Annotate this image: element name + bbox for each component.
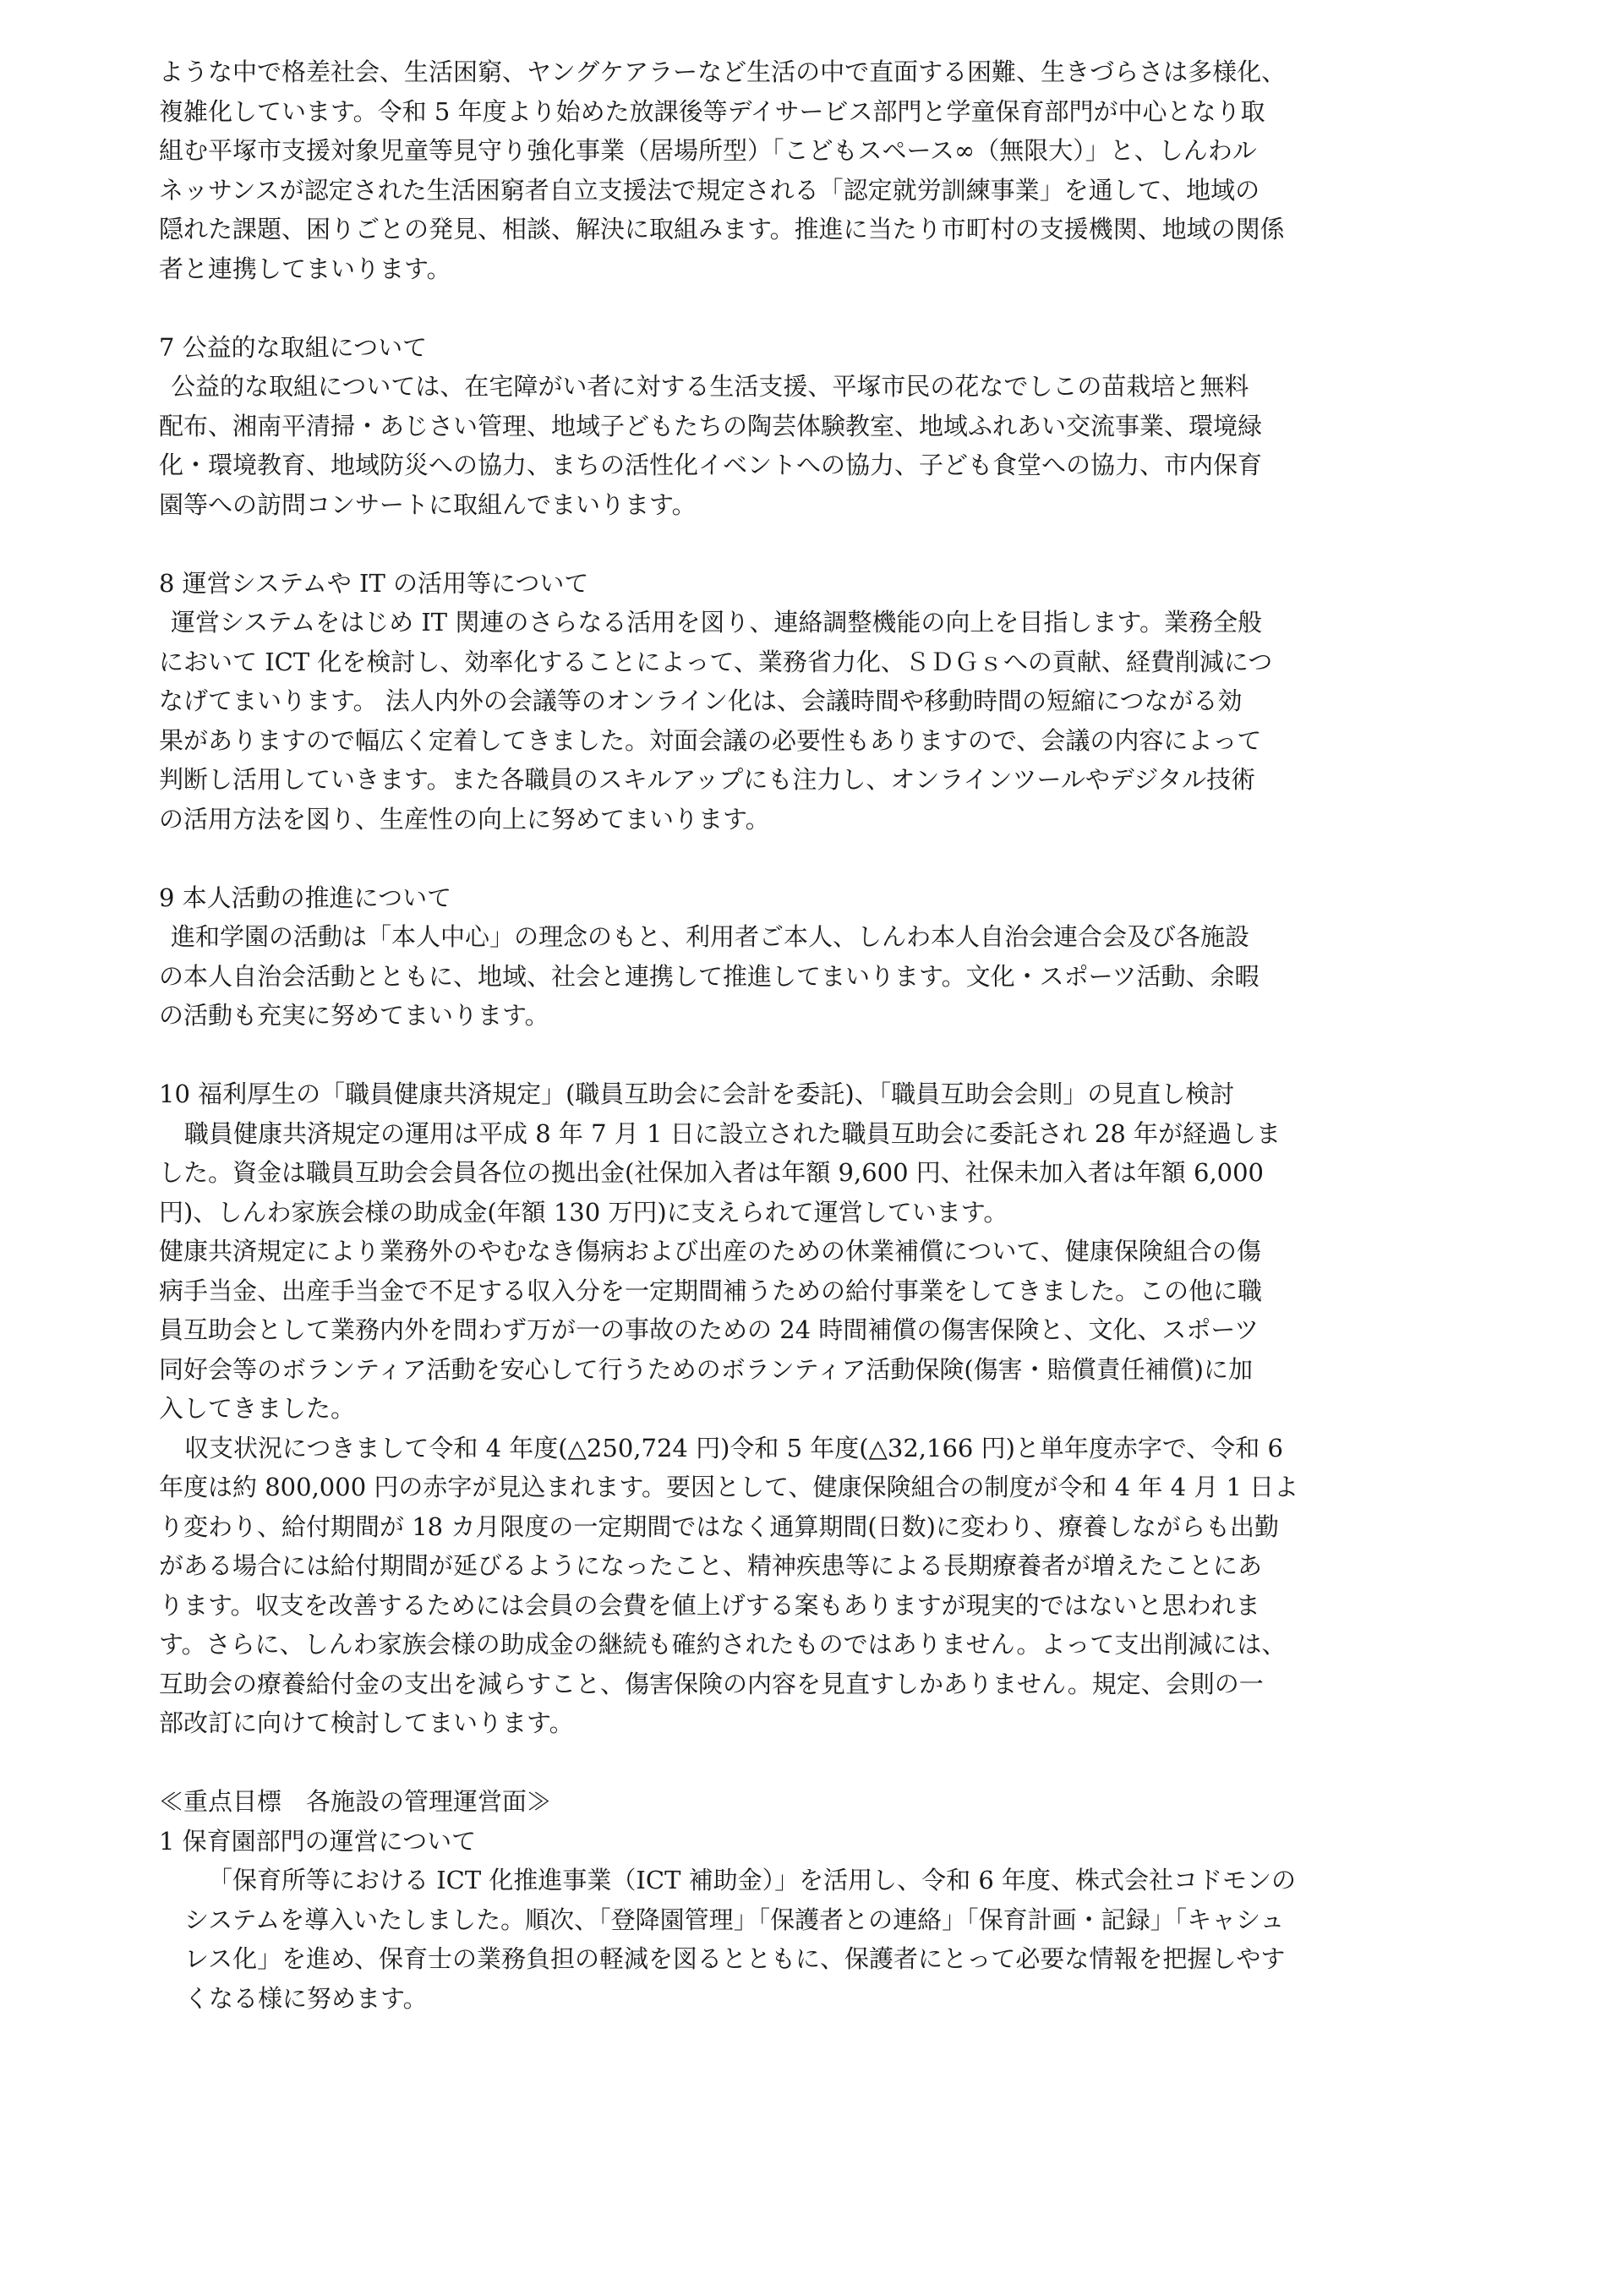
text-line: 判断し活用していきます。また各職員のスキルアップにも注力し、オンラインツールやデジタル技術: [159, 765, 1256, 794]
text-line: において ICT 化を検討し、効率化することによって、業務省力化、ＳＤＧｓへの貢献、経費削減につ: [159, 647, 1273, 676]
section-focus-goals: [159, 1782, 1478, 2018]
text-line: り変わり、給付期間が 18 カ月限度の一定期間ではなく通算期間(日数)に変わり、療養しながらも出勤: [159, 1512, 1279, 1541]
text-line: 者と連携してまいります。: [159, 254, 451, 283]
section-8: [159, 564, 1478, 839]
paragraph-intro: [159, 52, 1478, 288]
document-body: [159, 52, 1478, 2018]
text-line: 配布、湘南平清掃・あじさい管理、地域子どもたちの陶芸体験教室、地域ふれあい交流事業、環境緑: [159, 411, 1263, 440]
text-line: の活動も充実に努めてまいります。: [159, 1001, 549, 1030]
blank-line: [159, 1743, 1478, 1783]
text-line: 運営システムをはじめ IT 関連のさらなる活用を図り、連絡調整機能の向上を目指します。業務全般: [171, 608, 1263, 637]
text-line: 入してきました。: [159, 1394, 356, 1423]
text-line: 収支状況につきまして令和 4 年度(△250,724 円)令和 5 年度(△32,166 円)と単年度赤字で、令和 6: [184, 1433, 1283, 1462]
text-line: した。資金は職員互助会会員各位の拠出金(社保加入者は年額 9,600 円、社保未加入者は年額 6,000: [159, 1158, 1265, 1187]
text-line: 化・環境教育、地域防災への協力、まちの活性化イベントへの協力、子ども食堂への協力、市内保育: [159, 451, 1263, 479]
text-line: なげてまいります。 法人内外の会議等のオンライン化は、会議時間や移動時間の短縮につながる効: [159, 686, 1243, 715]
text-line: 円)、しんわ家族会様の助成金(年額 130 万円)に支えられて運営しています。: [159, 1197, 1008, 1227]
text-line: 病手当金、出産手当金で不足する収入分を一定期間補うための給付事業をしてきました。この他に職: [159, 1276, 1263, 1305]
text-line: くなる様に努めます。: [184, 1983, 428, 2013]
blank-line: [159, 288, 1478, 328]
text-line: 員互助会として業務内外を問わず万が一の事故のための 24 時間補償の傷害保険と、文化、スポーツ: [159, 1315, 1260, 1344]
section-heading: 9 本人活動の推進について: [159, 883, 452, 912]
text-line: の活用方法を図り、生産性の向上に努めてまいります。: [159, 804, 770, 834]
text-line: 園等への訪問コンサートに取組んでまいります。: [159, 489, 697, 519]
text-line: 隠れた課題、困りごとの発見、相談、解決に取組みます。推進に当たり市町村の支援機関、地域の関係: [159, 215, 1285, 243]
blank-line: [159, 839, 1478, 878]
text-line: レス化」を進め、保育士の業務負担の軽減を図るとともに、保護者にとって必要な情報を把握しやす: [184, 1944, 1286, 1973]
text-line: 果がありますので幅広く定着してきました。対面会議の必要性もありますので、会議の内容によって: [159, 725, 1262, 755]
text-line: システムを導入いたしました。順次、「登降園管理」「保護者との連絡」「保育計画・記録」「キャシュ: [184, 1905, 1285, 1934]
section-heading: 8 運営システムや IT の活用等について: [159, 568, 589, 598]
section-10: [159, 1074, 1478, 1743]
text-line: 同好会等のボランティア活動を安心して行うためのボランティア活動保険(傷害・賠償責任補償)に加: [159, 1354, 1253, 1384]
text-line: ネッサンスが認定された生活困窮者自立支援法で規定される「認定就労訓練事業」を通して、地域の: [159, 175, 1260, 205]
text-line: す。さらに、しんわ家族会様の助成金の継続も確約されたものではありません。よって支出削減には、: [159, 1630, 1287, 1659]
text-line: 健康共済規定により業務外のやむなき傷病および出産のための休業補償について、健康保険組合の傷: [159, 1237, 1261, 1266]
text-line: 進和学園の活動は「本人中心」の理念のもと、利用者ご本人、しんわ本人自治会連合会及び各施設: [171, 922, 1250, 951]
text-line: の本人自治会活動とともに、地域、社会と連携して推進してまいります。文化・スポーツ活動、余暇: [159, 961, 1260, 991]
blank-line: [159, 1036, 1478, 1075]
text-line: 部改訂に向けて検討してまいります。: [159, 1708, 574, 1737]
text-line: 複雑化しています。令和 5 年度より始めた放課後等デイサービス部門と学童保育部門が中心となり取: [159, 96, 1265, 126]
text-line: ような中で格差社会、生活困窮、ヤングケアラーなど生活の中で直面する困難、生きづらさは多様化、: [159, 57, 1287, 86]
subsection-heading: 1 保育園部門の運営について: [159, 1826, 477, 1856]
section-9: [159, 878, 1478, 1036]
text-line: 年度は約 800,000 円の赤字が見込まれます。要因として、健康保険組合の制度が令和 4 年 4 月 1 日よ: [159, 1473, 1299, 1501]
text-line: 公益的な取組については、在宅障がい者に対する生活支援、平塚市民の花なでしこの苗栽培と無料: [171, 372, 1249, 401]
section-heading: 7 公益的な取組について: [159, 332, 428, 362]
text-line: 互助会の療養給付金の支出を減らすこと、傷害保険の内容を見直すしかありません。規定、会則の一: [159, 1669, 1264, 1698]
text-line: がある場合には給付期間が延びるようになったこと、精神疾患等による長期療養者が増えたことにあ: [159, 1551, 1263, 1580]
section-heading: ≪重点目標 各施設の管理運営面≫: [159, 1787, 552, 1816]
section-heading: 10 福利厚生の「職員健康共済規定」(職員互助会に会計を委託)、「職員互助会会則」の見直し検討: [159, 1080, 1235, 1108]
text-line: 組む平塚市支援対象児童等見守り強化事業（居場所型）「こどもスペース∞（無限大）」と、しんわル: [159, 136, 1257, 165]
text-line: 「保育所等における ICT 化推進事業（ICT 補助金）」を活用し、令和 6 年度、株式会社コドモンの: [208, 1866, 1297, 1894]
text-line: ります。収支を改善するためには会員の会費を値上げする案もありますが現実的ではないと思われま: [159, 1590, 1260, 1620]
blank-line: [159, 524, 1478, 564]
text-line: 職員健康共済規定の運用は平成 8 年 7 月 1 日に設立された職員互助会に委託され 28 年が経過しま: [184, 1118, 1281, 1148]
section-7: [159, 328, 1478, 525]
